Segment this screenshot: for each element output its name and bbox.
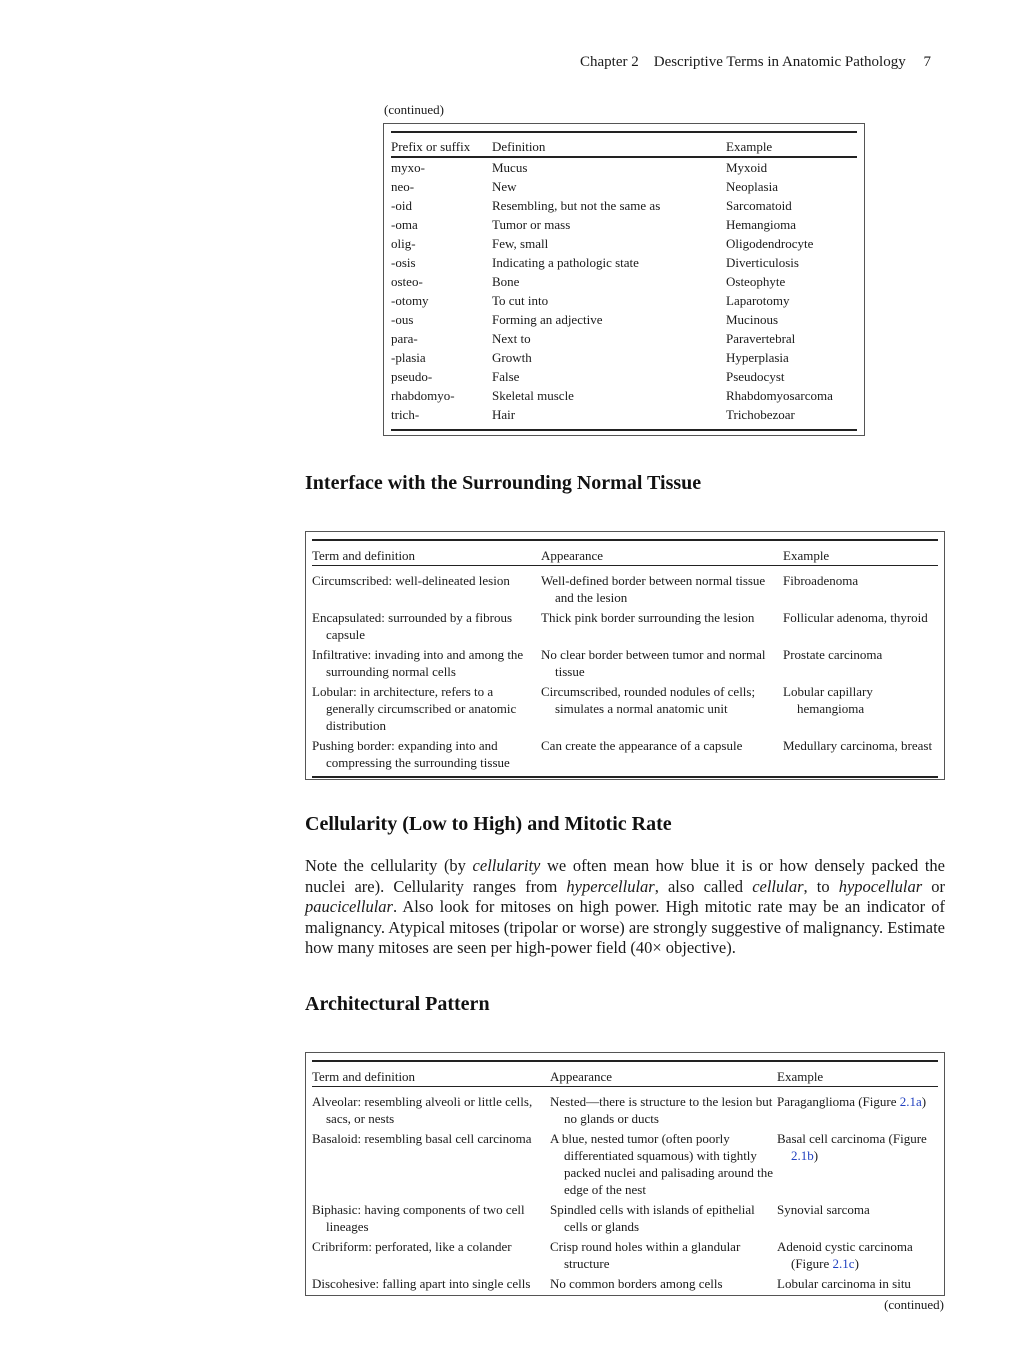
definition-cell: Bone bbox=[492, 274, 520, 289]
table-bottom-rule bbox=[312, 776, 938, 778]
appearance-cell: Nested—there is structure to the lesion but no glands or ducts bbox=[550, 1094, 773, 1126]
table-row bbox=[391, 291, 857, 310]
column-header-prefix: Prefix or suffix bbox=[391, 133, 492, 157]
appearance-cell: No clear border between tumor and normal tissue bbox=[541, 647, 766, 679]
definition-cell: New bbox=[492, 179, 517, 194]
example-cell: Rhabdomyosarcoma bbox=[726, 388, 833, 403]
term-cell: Lobular: in architecture, refers to a generally circumscribed or anatomic distribution bbox=[312, 684, 517, 733]
term-cell: Circumscribed: well-delineated lesion bbox=[312, 573, 510, 588]
appearance-cell: Well-defined border between normal tissue and the lesion bbox=[541, 573, 766, 605]
column-header-term: Term and definition bbox=[312, 1062, 550, 1087]
prefix-cell: -ous bbox=[391, 312, 414, 327]
prefix-cell: pseudo- bbox=[391, 369, 433, 384]
table-row bbox=[391, 310, 857, 329]
prefix-cell: -oid bbox=[391, 198, 412, 213]
example-text: ) bbox=[813, 1148, 819, 1163]
term-cell: Pushing border: expanding into and compressing the surrounding tissue bbox=[312, 738, 510, 770]
definition-cell: Few, small bbox=[492, 236, 549, 251]
example-cell bbox=[777, 1087, 938, 1131]
column-header-appearance: Appearance bbox=[541, 541, 783, 566]
prefix-cell: osteo- bbox=[391, 274, 423, 289]
example-cell: Hemangioma bbox=[726, 217, 797, 232]
table-row bbox=[391, 157, 857, 177]
prefix-cell: rhabdomyo- bbox=[391, 388, 455, 403]
appearance-cell: Spindled cells with islands of epithelial cells or glands bbox=[550, 1202, 755, 1234]
appearance-cell: Circumscribed, rounded nodules of cells; simulates a normal anatomic unit bbox=[541, 684, 756, 716]
emphasis-term: cellular bbox=[752, 876, 804, 896]
table-row bbox=[312, 1238, 938, 1275]
definition-cell: Skeletal muscle bbox=[492, 388, 574, 403]
appearance-cell: A blue, nested tumor (often poorly differentiated squamous) with tightly packed nuclei and palisading around the edge of the nest bbox=[550, 1131, 774, 1197]
example-cell: Laparotomy bbox=[726, 293, 790, 308]
example-cell: Prostate carcinoma bbox=[783, 647, 883, 662]
prefix-cell: neo- bbox=[391, 179, 415, 194]
example-cell bbox=[777, 1201, 938, 1238]
paragraph-text: Note the cellularity (by bbox=[305, 856, 473, 875]
table-row bbox=[312, 737, 938, 774]
prefix-cell: olig- bbox=[391, 236, 416, 251]
table-row bbox=[391, 215, 857, 234]
emphasis-term: paucicellular bbox=[305, 897, 393, 916]
table-row bbox=[391, 348, 857, 367]
example-cell: Oligodendrocyte bbox=[726, 236, 814, 251]
paragraph-text: , to bbox=[803, 876, 839, 896]
column-header-term: Term and definition bbox=[312, 541, 541, 566]
chapter-title: Descriptive Terms in Anatomic Pathology bbox=[653, 54, 906, 70]
table-row bbox=[312, 1201, 938, 1238]
table-row bbox=[391, 329, 857, 348]
architecture-table bbox=[305, 1052, 945, 1296]
appearance-cell: Can create the appearance of a capsule bbox=[541, 738, 743, 753]
emphasis-term: hypercellular bbox=[566, 876, 655, 896]
example-cell: Fibroadenoma bbox=[783, 573, 859, 588]
term-cell: Basaloid: resembling basal cell carcinoma bbox=[312, 1131, 532, 1146]
table-row bbox=[391, 177, 857, 196]
example-cell: Diverticulosis bbox=[726, 255, 799, 270]
column-header-example: Example bbox=[726, 133, 857, 157]
figure-reference-link[interactable]: 2.1c bbox=[832, 1256, 855, 1271]
example-cell: Trichobezoar bbox=[726, 407, 795, 422]
term-cell: Biphasic: having components of two cell lineages bbox=[312, 1202, 525, 1234]
paragraph-text: . Also look for mitoses on high power. High mitotic rate may be an indicator of malignancy. Atypical mitoses (tripolar or worse) are strongly suggestive of malignancy. Estimate how many mitoses are seen per high-power field (40× objective). bbox=[305, 897, 945, 957]
table-row bbox=[312, 683, 938, 737]
table-row bbox=[312, 566, 938, 610]
prefix-suffix-table bbox=[383, 123, 865, 436]
paragraph-text: , also called bbox=[654, 876, 753, 896]
section-heading-interface: Interface with the Surrounding Normal Tissue bbox=[305, 472, 702, 494]
example-cell: Medullary carcinoma, breast bbox=[783, 738, 933, 753]
table-bottom-rule bbox=[391, 429, 857, 431]
prefix-cell: para- bbox=[391, 331, 418, 346]
table-row bbox=[391, 234, 857, 253]
term-cell: Cribriform: perforated, like a colander bbox=[312, 1239, 512, 1254]
running-header bbox=[580, 54, 931, 71]
term-cell: Encapsulated: surrounded by a fibrous capsule bbox=[312, 610, 513, 642]
table-row bbox=[312, 1275, 938, 1295]
definition-cell: Mucus bbox=[492, 160, 528, 175]
paragraph-text: we often mean how blue it is or how densely packed the nuclei are). Cellularity ranges from bbox=[305, 856, 945, 896]
interface-table bbox=[305, 531, 945, 780]
prefix-cell: -oma bbox=[391, 217, 418, 232]
section-heading-cellularity: Cellularity (Low to High) and Mitotic Rate bbox=[305, 813, 672, 835]
continued-label-bottom: (continued) bbox=[884, 1297, 944, 1312]
appearance-cell: Thick pink border surrounding the lesion bbox=[541, 610, 755, 625]
table-row bbox=[391, 253, 857, 272]
table-row bbox=[391, 405, 857, 424]
table-row bbox=[391, 386, 857, 405]
table-row bbox=[391, 196, 857, 215]
prefix-cell: trich- bbox=[391, 407, 420, 422]
page-number: 7 bbox=[923, 54, 931, 70]
figure-reference-link[interactable]: 2.1a bbox=[899, 1094, 922, 1109]
figure-reference-link[interactable]: 2.1b bbox=[791, 1148, 814, 1163]
example-cell: Paravertebral bbox=[726, 331, 796, 346]
table-row bbox=[312, 1087, 938, 1131]
cellularity-paragraph bbox=[305, 856, 945, 959]
appearance-cell: Crisp round holes within a glandular structure bbox=[550, 1239, 741, 1271]
term-cell: Infiltrative: invading into and among the surrounding normal cells bbox=[312, 647, 524, 679]
example-cell: Pseudocyst bbox=[726, 369, 785, 384]
example-cell: Neoplasia bbox=[726, 179, 778, 194]
table-row bbox=[391, 367, 857, 386]
table-row bbox=[312, 646, 938, 683]
example-cell: Mucinous bbox=[726, 312, 778, 327]
example-cell bbox=[777, 1275, 938, 1295]
table-header-row bbox=[312, 1062, 938, 1087]
column-header-example: Example bbox=[777, 1062, 938, 1087]
example-cell: Myxoid bbox=[726, 160, 768, 175]
definition-cell: Indicating a pathologic state bbox=[492, 255, 639, 270]
definition-cell: Forming an adjective bbox=[492, 312, 603, 327]
example-text: Basal cell carcinoma (Figure bbox=[777, 1131, 927, 1146]
table-row bbox=[312, 1130, 938, 1201]
emphasis-term: hypocellular bbox=[838, 876, 923, 896]
example-cell: Osteophyte bbox=[726, 274, 786, 289]
continued-label-top: (continued) bbox=[384, 102, 444, 117]
appearance-cell: No common borders among cells bbox=[550, 1276, 723, 1291]
example-text: Lobular carcinoma in situ bbox=[777, 1276, 911, 1291]
example-cell: Sarcomatoid bbox=[726, 198, 792, 213]
definition-cell: Tumor or mass bbox=[492, 217, 571, 232]
example-cell: Follicular adenoma, thyroid bbox=[783, 610, 928, 625]
term-cell: Discohesive: falling apart into single cells bbox=[312, 1276, 531, 1291]
paragraph-text: or bbox=[922, 876, 946, 896]
definition-cell: To cut into bbox=[492, 293, 549, 308]
prefix-cell: -osis bbox=[391, 255, 416, 270]
example-text: Adenoid cystic carcinoma (Figure bbox=[777, 1239, 913, 1271]
definition-cell: False bbox=[492, 369, 520, 384]
column-header-definition: Definition bbox=[492, 133, 726, 157]
table-row bbox=[312, 609, 938, 646]
column-header-example: Example bbox=[783, 541, 938, 566]
definition-cell: Growth bbox=[492, 350, 532, 365]
example-cell: Lobular capillary hemangioma bbox=[783, 684, 873, 716]
section-heading-architecture: Architectural Pattern bbox=[305, 993, 490, 1015]
table-header-row bbox=[312, 541, 938, 566]
table-header-row bbox=[391, 133, 857, 157]
example-text: Paraganglioma (Figure bbox=[777, 1094, 900, 1109]
term-cell: Alveolar: resembling alveoli or little cells, sacs, or nests bbox=[312, 1094, 533, 1126]
prefix-cell: -plasia bbox=[391, 350, 426, 365]
prefix-cell: myxo- bbox=[391, 160, 425, 175]
definition-cell: Resembling, but not the same as bbox=[492, 198, 661, 213]
example-text: ) bbox=[921, 1094, 927, 1109]
example-text: ) bbox=[854, 1256, 859, 1271]
example-cell bbox=[777, 1238, 938, 1275]
chapter-label: Chapter 2 bbox=[580, 54, 639, 70]
example-cell: Hyperplasia bbox=[726, 350, 789, 365]
column-header-appearance: Appearance bbox=[550, 1062, 777, 1087]
example-text: Synovial sarcoma bbox=[777, 1202, 870, 1217]
table-row bbox=[391, 272, 857, 291]
example-cell bbox=[777, 1130, 938, 1201]
emphasis-term: cellularity bbox=[472, 856, 541, 875]
definition-cell: Hair bbox=[492, 407, 516, 422]
definition-cell: Next to bbox=[492, 331, 531, 346]
prefix-cell: -otomy bbox=[391, 293, 429, 308]
